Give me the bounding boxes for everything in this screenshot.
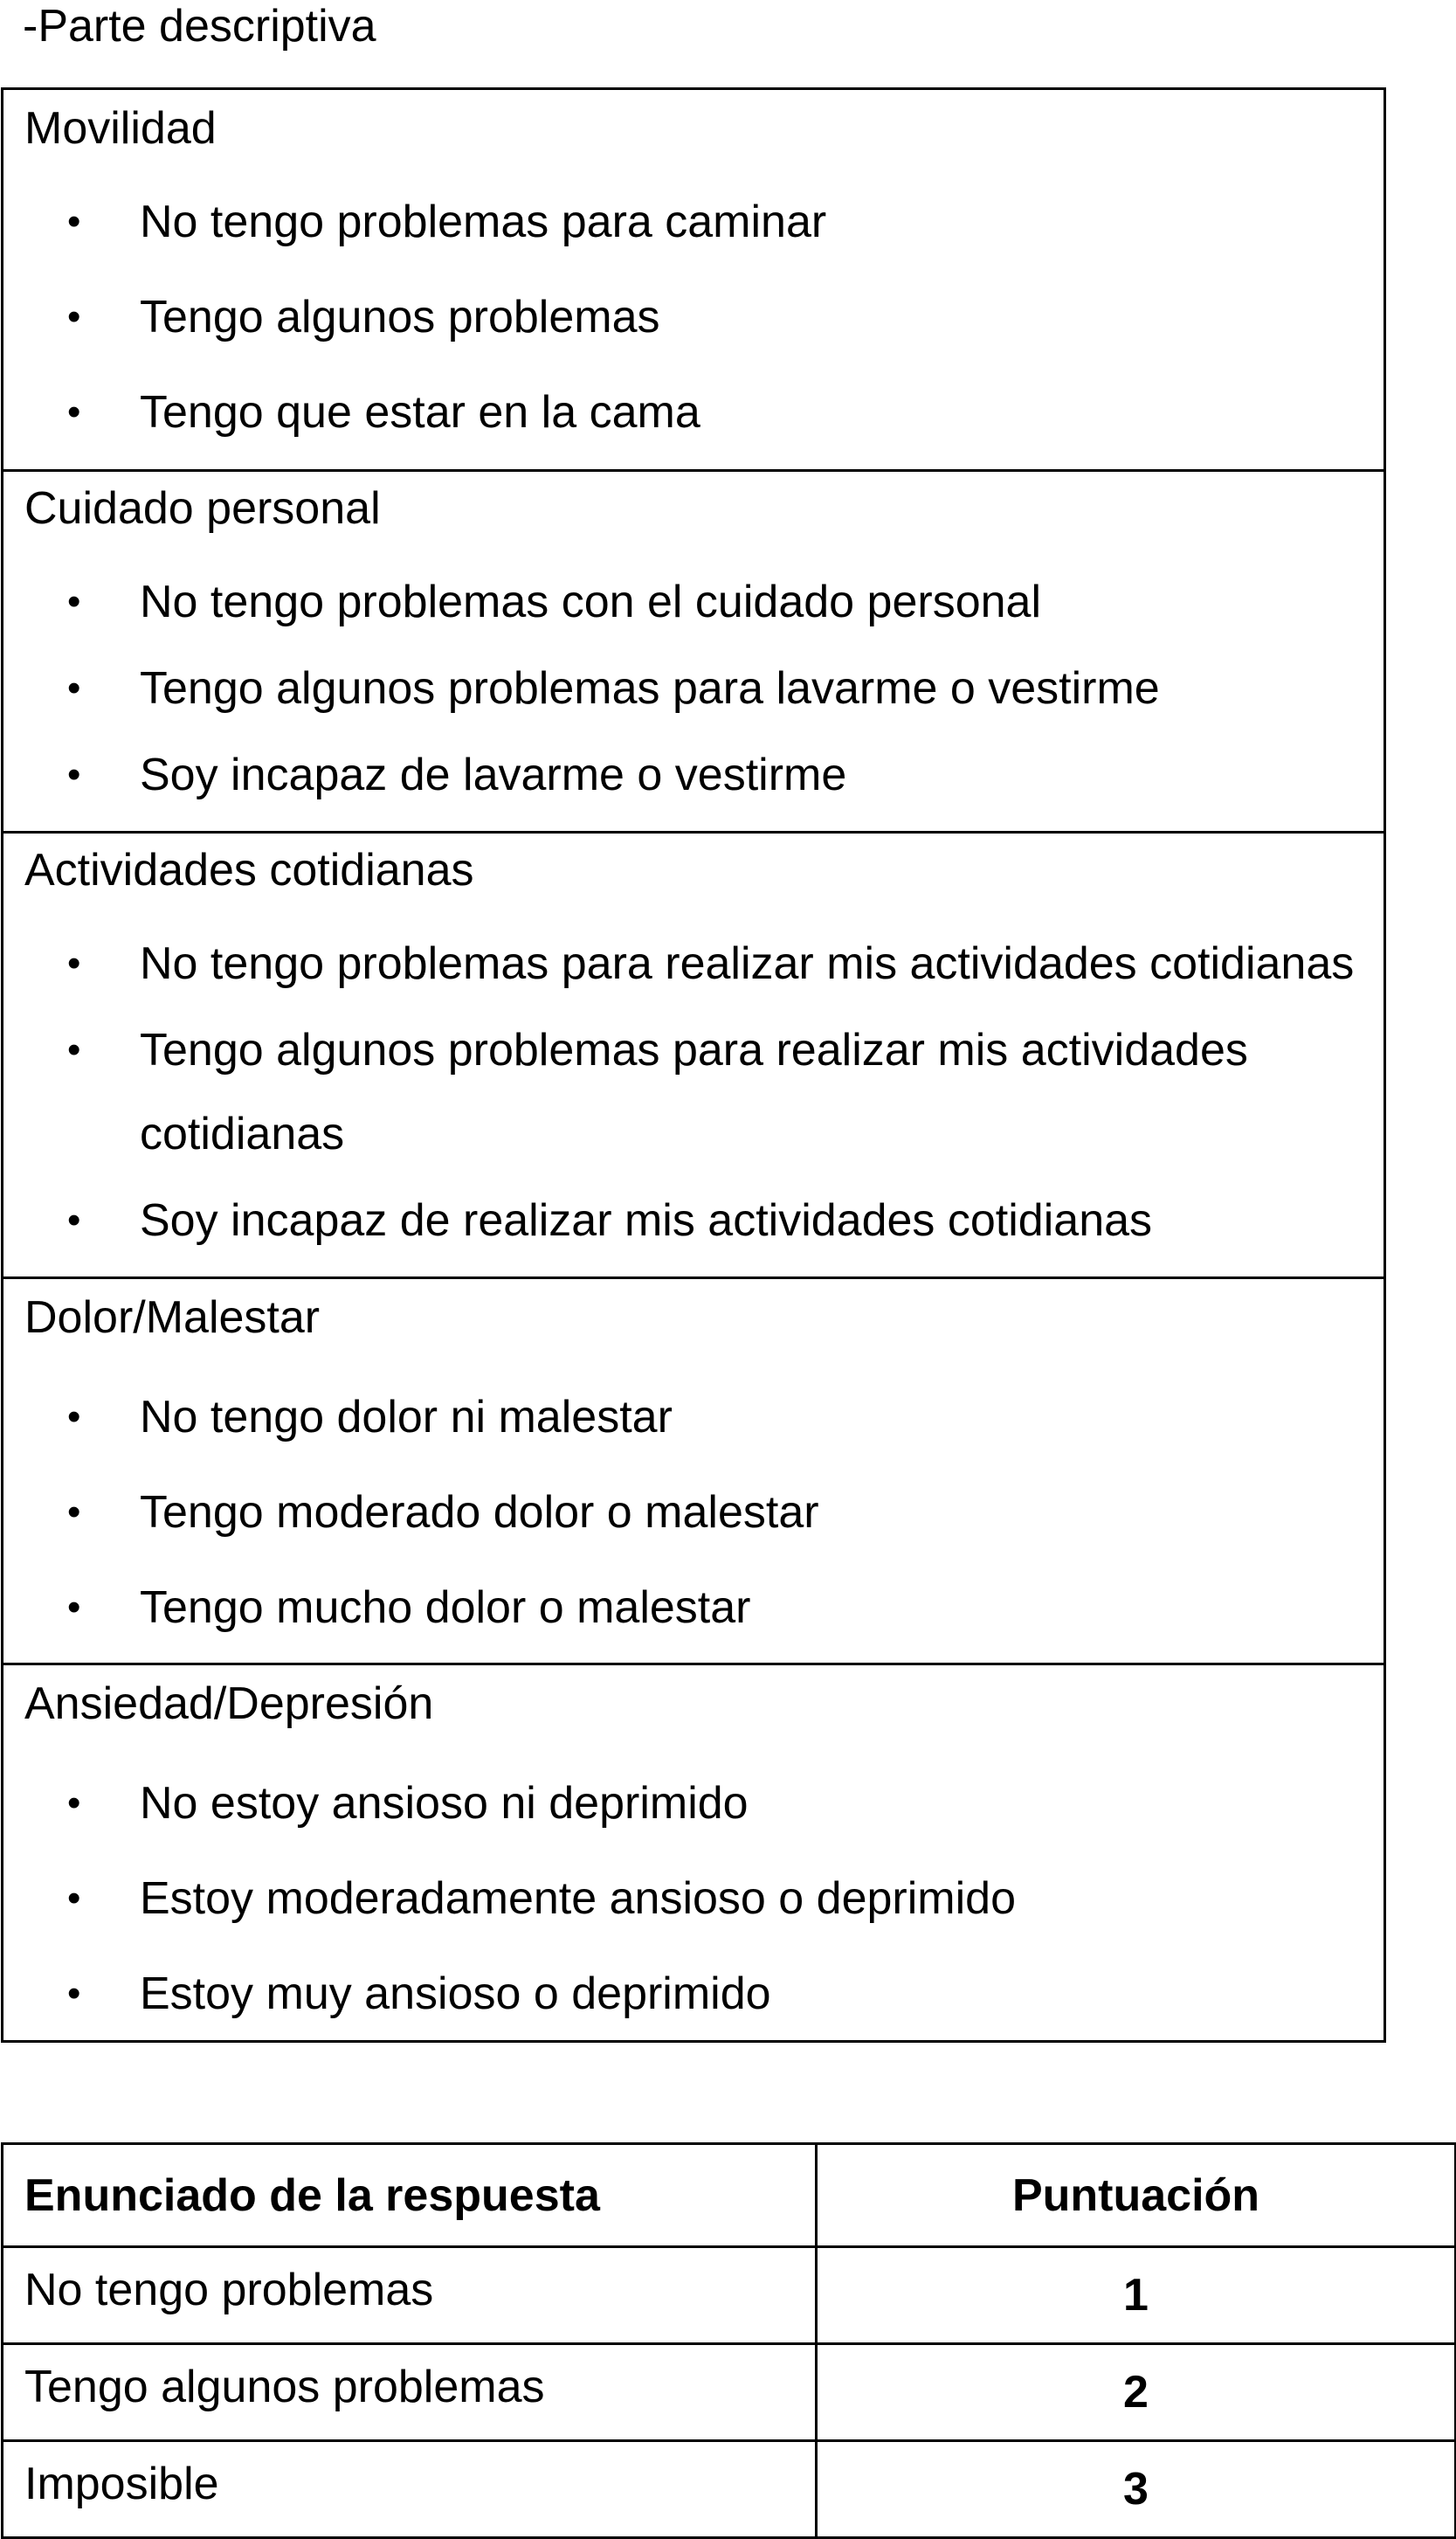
bullet-icon: • [67, 1199, 81, 1242]
bullet-icon: • [67, 942, 81, 985]
bullet-icon: • [67, 295, 81, 338]
bullet-icon: • [67, 391, 81, 433]
option-text: Tengo algunos problemas [140, 292, 660, 342]
option-text: Soy incapaz de realizar mis actividades cotidianas [140, 1195, 1153, 1246]
table-header-row [3, 2144, 1456, 2247]
option-text: No tengo problemas para realizar mis actividades cotidianas [140, 938, 1355, 989]
dimension-title: Movilidad [24, 103, 217, 154]
bullet-icon: • [67, 1877, 81, 1920]
option-text: Tengo algunos problemas para realizar mis actividades cotidianas [140, 1025, 1248, 1159]
response-label: Imposible [3, 2441, 817, 2538]
response-score: 3 [817, 2441, 1456, 2538]
option-text: Soy incapaz de lavarme o vestirme [140, 750, 847, 800]
option-text: No tengo problemas con el cuidado personal [140, 577, 1042, 627]
bullet-icon: • [67, 1028, 81, 1071]
dimension-dolor-malestar [3, 1276, 1384, 1663]
column-header-score: Puntuación [817, 2144, 1456, 2247]
intro-heading: -Parte descriptiva [23, 1, 376, 52]
bullet-icon: • [67, 200, 81, 243]
table-row [3, 2344, 1456, 2441]
dimension-title: Ansiedad/Depresión [24, 1678, 434, 1729]
dimension-ansiedad-depresion [3, 1663, 1384, 2040]
bullet-icon: • [67, 1395, 81, 1438]
option-text: Tengo moderado dolor o malestar [140, 1487, 819, 1538]
dimension-title: Cuidado personal [24, 483, 381, 534]
option-text: Tengo mucho dolor o malestar [140, 1582, 751, 1633]
dimension-cuidado-personal [3, 469, 1384, 831]
option-text: No tengo dolor ni malestar [140, 1392, 673, 1442]
response-score: 1 [817, 2247, 1456, 2344]
option-text: Estoy muy ansioso o deprimido [140, 1968, 771, 2019]
column-header-statement: Enunciado de la respuesta [3, 2144, 817, 2247]
bullet-icon: • [67, 1781, 81, 1824]
option-text: Tengo algunos problemas para lavarme o vestirme [140, 663, 1160, 714]
bullet-icon: • [67, 1972, 81, 2015]
dimension-title: Actividades cotidianas [24, 845, 474, 896]
response-label: Tengo algunos problemas [3, 2344, 817, 2441]
dimensions-box [1, 87, 1386, 2043]
table-row [3, 2441, 1456, 2538]
table-row [3, 2247, 1456, 2344]
dimension-actividades-cotidianas [3, 831, 1384, 1276]
response-label: No tengo problemas [3, 2247, 817, 2344]
bullet-icon: • [67, 753, 81, 796]
option-text: Tengo que estar en la cama [140, 387, 700, 438]
response-score: 2 [817, 2344, 1456, 2441]
score-table [1, 2142, 1456, 2539]
dimension-movilidad [3, 90, 1384, 469]
bullet-icon: • [67, 1491, 81, 1533]
bullet-icon: • [67, 580, 81, 623]
bullet-icon: • [67, 667, 81, 709]
option-text: Estoy moderadamente ansioso o deprimido [140, 1873, 1017, 1924]
option-text: No tengo problemas para caminar [140, 197, 827, 247]
bullet-icon: • [67, 1586, 81, 1629]
option-text: No estoy ansioso ni deprimido [140, 1778, 749, 1829]
dimension-title: Dolor/Malestar [24, 1292, 321, 1343]
